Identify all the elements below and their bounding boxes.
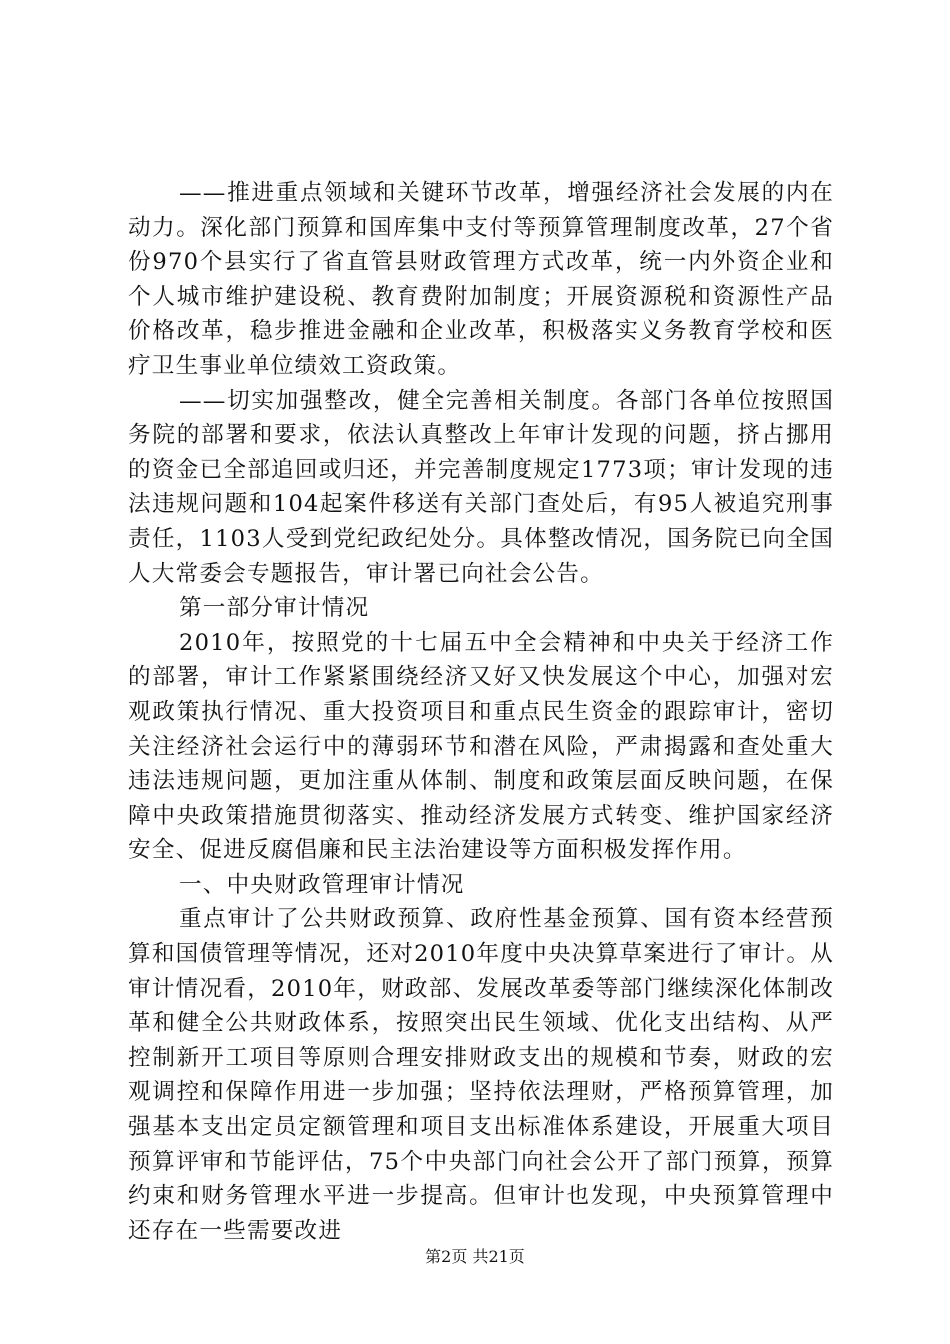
paragraph-audit-overview: 2010年，按照党的十七届五中全会精神和中央关于经济工作的部署，审计工作紧紧围绕经济又好又快发展这个中心，加强对宏观政策执行情况、重大投资项目和重点民生资金的跟踪审计，密切关注经济社会运行中的薄弱环节和潜在风险，严肃揭露和查处重大违法违规问题，更加注重从体制、制度和政策层面反映问题，在保障中央政策措施贯彻落实、推动经济发展方式转变、维护国家经济安全、促进反腐倡廉和民主法治建设等方面积极发挥作用。 (128, 629, 834, 864)
paragraph-central-finance: 重点审计了公共财政预算、政府性基金预算、国有资本经营预算和国债管理等情况，还对2010年度中央决算草案进行了审计。从审计情况看，2010年，财政部、发展改革委等部门继续深化体制改革和健全公共财政体系，按照突出民生领域、优化支出结构、从严控制新开工项目等原则合理安排财政支出的规模和节奏，财政的宏观调控和保障作用进一步加强；坚持依法理财，严格预算管理，加强基本支出定员定额管理和项目支出标准体系建设，开展重大项目预算评审和节能评估，75个中央部门向社会公开了部门预算，预算约束和财务管理水平进一步提高。但审计也发现，中央预算管理中还存在一些需要改进 (128, 906, 834, 1244)
paragraph-rectification: ——切实加强整改，健全完善相关制度。各部门各单位按照国务院的部署和要求，依法认真整改上年审计发现的问题，挤占挪用的资金已全部追回或归还，并完善制度规定1773项；审计发现的违法违规问题和104起案件移送有关部门查处后，有95人被追究刑事责任，1103人受到党纪政纪处分。具体整改情况，国务院已向全国人大常委会专题报告，审计署已向社会公告。 (128, 387, 834, 587)
section-heading-part-one: 第一部分审计情况 (179, 595, 370, 622)
subsection-heading-central-finance: 一、中央财政管理审计情况 (179, 871, 465, 898)
document-body (128, 176, 834, 1248)
page-number-footer: 第2页 共21页 (425, 1247, 525, 1266)
paragraph-reform: ——推进重点领域和关键环节改革，增强经济社会发展的内在动力。深化部门预算和国库集中支付等预算管理制度改革，27个省份970个县实行了省直管县财政管理方式改革，统一内外资企业和个人城市维护建设税、教育费附加制度；开展资源税和资源性产品价格改革，稳步推进金融和企业改革，积极落实义务教育学校和医疗卫生事业单位绩效工资政策。 (128, 180, 834, 379)
